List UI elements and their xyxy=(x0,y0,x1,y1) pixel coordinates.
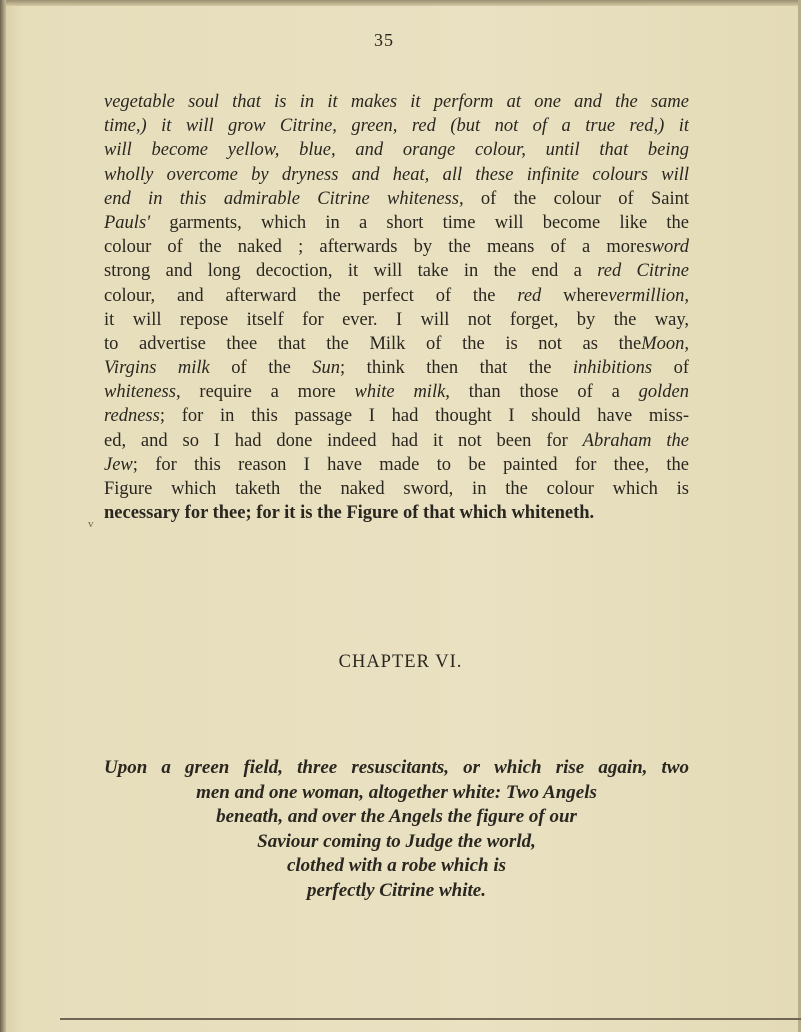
page-number: 35 xyxy=(374,30,394,50)
summary-line: perfectly Citrine white. xyxy=(307,879,486,901)
body-line: ed, and so I had done indeed had it not been for Abraham the xyxy=(104,430,689,451)
body-line: Jew; for this reason I have made to be painted for thee, the xyxy=(104,454,689,475)
summary-line: men and one woman, altogether white: Two Angels xyxy=(196,781,597,803)
body-line: strong and long decoction, it will take in the end a red Citrine xyxy=(104,261,689,282)
body-line: it will repose itself for ever. I will not forget, by the way, xyxy=(104,309,689,330)
body-line: Figure which taketh the naked sword, in the colour which is xyxy=(104,479,689,499)
body-line: colour of the naked ; afterwards by the means of a moresword xyxy=(104,237,689,258)
body-line: colour, and afterward the perfect of the red wherevermillion, xyxy=(104,285,689,306)
body-line: Pauls' garments, which in a short time will become like the xyxy=(104,212,689,233)
summary-line: clothed with a robe which is xyxy=(286,855,507,876)
chapter-summary xyxy=(104,756,689,903)
body-line: time,) it will grow Citrine, green, red (but not of a true red,) it xyxy=(104,116,689,137)
body-line: whiteness, require a more white milk, than those of a golden xyxy=(104,382,689,403)
body-line: vegetable soul that is in it makes it perform at one and the same xyxy=(104,92,689,112)
body-line: wholly overcome by dryness and heat, all these infinite colours will xyxy=(104,164,689,185)
chapter-heading: CHAPTER VI. xyxy=(338,652,463,672)
body-line: necessary for thee; for it is the Figure of that which whiteneth. xyxy=(104,503,595,524)
body-paragraph xyxy=(104,90,689,525)
body-line: end in this admirable Citrine whiteness, of the colour of Saint xyxy=(104,188,689,209)
body-line: redness; for in this passage I had thought I should have miss- xyxy=(104,406,689,427)
page-bottom-edge xyxy=(60,1018,801,1020)
body-line: will become yellow, blue, and orange colour, until that being xyxy=(104,140,689,161)
page-binding-edge xyxy=(0,0,6,1032)
body-line: Virgins milk of the Sun; think then that the inhibitions of xyxy=(104,358,689,379)
margin-mark: v xyxy=(88,518,94,530)
body-line: to advertise thee that the Milk of the is not as theMoon, xyxy=(104,333,689,354)
page-top-edge xyxy=(0,0,801,6)
summary-line: Upon a green field, three resuscitants, or which rise again, two xyxy=(104,757,689,778)
summary-line: Saviour coming to Judge the world, xyxy=(257,830,536,852)
summary-line: beneath, and over the Angels the figure of our xyxy=(216,806,577,827)
